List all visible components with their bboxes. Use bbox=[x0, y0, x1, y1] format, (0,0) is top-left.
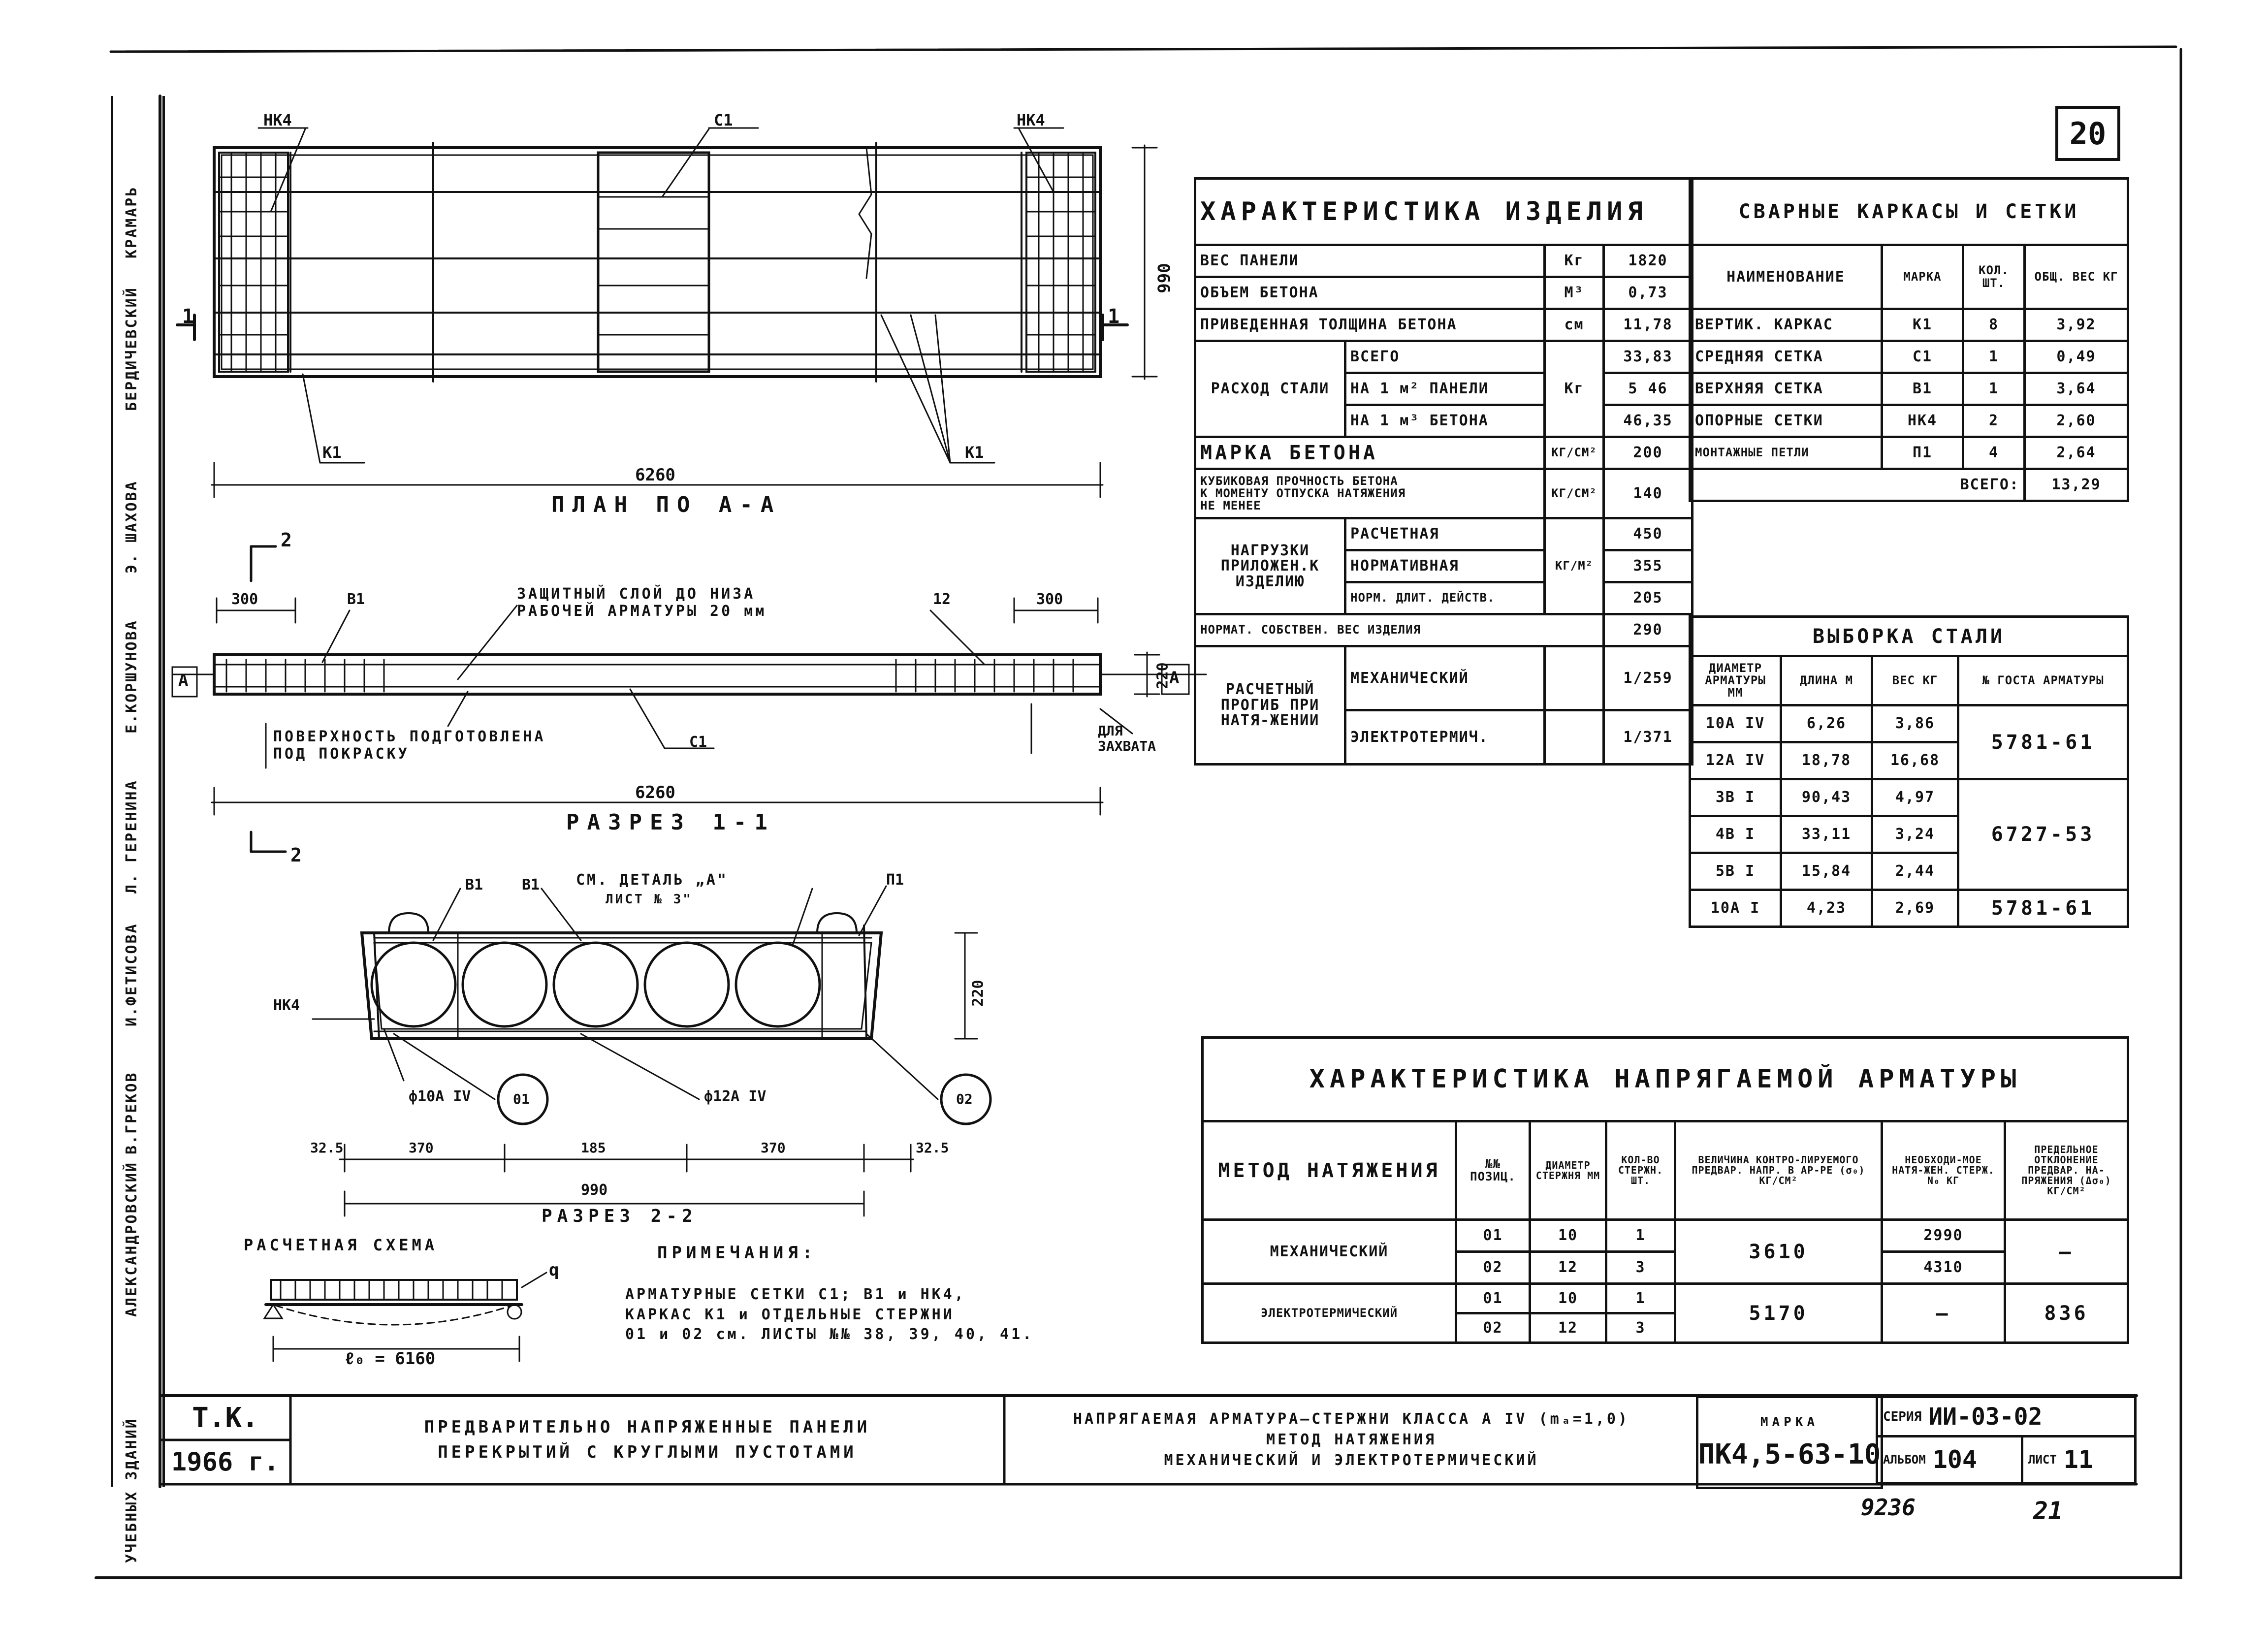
frames-cell: В1 bbox=[1882, 373, 1963, 405]
side-strip-cell: И.ФЕТИСОВА bbox=[123, 923, 140, 1026]
side-strip-cell: КРАМАРЬ bbox=[123, 186, 140, 258]
frames-cell: ВЕРТИК. КАРКАС bbox=[1690, 309, 1882, 341]
plan-dim-width: 990 bbox=[1154, 263, 1175, 293]
concrete-volume-unit: М³ bbox=[1545, 277, 1604, 309]
series-label: СЕРИЯ bbox=[1883, 1409, 1922, 1424]
section2-height: 220 bbox=[969, 980, 987, 1007]
section2-label-nk4: НК4 bbox=[273, 997, 300, 1014]
frames-cell: 2,60 bbox=[2025, 405, 2128, 437]
load-normative-value: 355 bbox=[1604, 550, 1693, 582]
design-scheme-drawing bbox=[264, 1273, 546, 1361]
method-electrothermal: ЭЛЕКТРОТЕРМИЧЕСКИЙ bbox=[1203, 1284, 1456, 1343]
load-long-label: НОРМ. ДЛИТ. ДЕЙСТВ. bbox=[1345, 582, 1545, 614]
frames-cell: ОПОРНЫЕ СЕТКИ bbox=[1690, 405, 1882, 437]
steel-cell: 4В I bbox=[1690, 816, 1781, 853]
steel-cell: 4,97 bbox=[1872, 779, 1958, 816]
section2-bar-2: ф12А IV bbox=[704, 1088, 767, 1105]
frames-cell: К1 bbox=[1882, 309, 1963, 341]
gost-3: 5781-61 bbox=[1958, 890, 2128, 927]
section1-marker-right: А bbox=[1169, 668, 1180, 688]
position-02-marker: 02 bbox=[956, 1091, 973, 1107]
frames-header-weight: ОБЩ. ВЕС КГ bbox=[2025, 245, 2128, 309]
load-label: НАГРУЗКИ ПРИЛОЖЕН.К ИЗДЕЛИЮ bbox=[1195, 518, 1345, 614]
section1-dim-length: 6260 bbox=[635, 783, 675, 802]
table-row bbox=[1690, 890, 2128, 927]
deflection-label: РАСЧЕТНЫЙ ПРОГИБ ПРИ НАТЯ-ЖЕНИИ bbox=[1195, 646, 1345, 765]
frames-cell: 8 bbox=[1963, 309, 2025, 341]
table-row bbox=[1203, 1220, 2128, 1252]
prestress-cell: 02 bbox=[1456, 1252, 1530, 1284]
prestress-header-diameter: ДИАМЕТР СТЕРЖНЯ ММ bbox=[1530, 1121, 1606, 1220]
steel-table-title: ВЫБОРКА СТАЛИ bbox=[1690, 617, 2128, 656]
steel-cell: 3,86 bbox=[1872, 705, 1958, 742]
frames-cell: 1 bbox=[1963, 373, 2025, 405]
prestress-cell: 02 bbox=[1456, 1313, 1530, 1343]
steel-cell: 2,44 bbox=[1872, 853, 1958, 890]
prestress-header-deviation: ПРЕДЕЛЬНОЕ ОТКЛОНЕНИЕ ПРЕДВАР. НА-ПРЯЖЕНИЯ (Δσ₀) КГ/СМ² bbox=[2005, 1121, 2128, 1220]
steel-cell: 3,24 bbox=[1872, 816, 1958, 853]
section1-height: 220 bbox=[1154, 662, 1172, 689]
frames-cell: 2,64 bbox=[2025, 437, 2128, 469]
notes-text: АРМАТУРНЫЕ СЕТКИ С1; В1 и НК4, КАРКАС К1 и ОТДЕЛЬНЫЕ СТЕРЖНИ 01 и 02 см. ЛИСТЫ №№ 38, 39, 40, 41. bbox=[625, 1286, 1034, 1343]
section2-dim-2: 370 bbox=[409, 1140, 434, 1156]
steel-cell: 6,26 bbox=[1781, 705, 1872, 742]
prestress-cell: 01 bbox=[1456, 1284, 1530, 1313]
side-strip-cell: Э. ШАХОВА bbox=[123, 480, 140, 574]
section1-arrow-label-bottom: 2 bbox=[290, 844, 302, 866]
prestress-header-pos: №№ ПОЗИЦ. bbox=[1456, 1121, 1530, 1220]
section1-arrow-label-top: 2 bbox=[281, 529, 292, 551]
table-row bbox=[1690, 705, 2128, 742]
gost-2: 6727-53 bbox=[1958, 779, 2128, 890]
steel-cell: 3В I bbox=[1690, 779, 1781, 816]
section2-dim-total: 990 bbox=[581, 1181, 608, 1199]
steel-cell: 10А I bbox=[1690, 890, 1781, 927]
self-weight-value: 290 bbox=[1604, 614, 1693, 646]
weight-unit: Кг bbox=[1545, 245, 1604, 277]
load-unit: КГ/М² bbox=[1545, 518, 1604, 614]
grade-value: 200 bbox=[1604, 437, 1693, 469]
table-row bbox=[1690, 309, 2128, 341]
steel-cell: 16,68 bbox=[1872, 742, 1958, 779]
frames-cell: 0,49 bbox=[2025, 341, 2128, 373]
steel-cell: 4,23 bbox=[1781, 890, 1872, 927]
sheet-value: 11 bbox=[2063, 1445, 2094, 1474]
section1-grip-label: ДЛЯ ЗАХВАТА bbox=[1098, 723, 1156, 754]
frames-table-title: СВАРНЫЕ КАРКАСЫ И СЕТКИ bbox=[1690, 179, 2128, 245]
grade-unit: КГ/СМ² bbox=[1545, 437, 1604, 469]
side-strip-cell: УЧЕБНЫХ ЗДАНИЙ bbox=[123, 1418, 140, 1563]
weight-label: ВЕС ПАНЕЛИ bbox=[1195, 245, 1545, 277]
plan-label-nk4-right: НК4 bbox=[1017, 111, 1045, 129]
steel-cell: 90,43 bbox=[1781, 779, 1872, 816]
frames-cell: НК4 bbox=[1882, 405, 1963, 437]
steel-cell: 2,69 bbox=[1872, 890, 1958, 927]
section1-dim-300-right: 300 bbox=[1036, 591, 1063, 608]
sheet-cell bbox=[2021, 1435, 2137, 1484]
prestress-cell: 01 bbox=[1456, 1220, 1530, 1252]
table-row bbox=[1690, 341, 2128, 373]
frames-header-qty: КОЛ. ШТ. bbox=[1963, 245, 2025, 309]
prestress-cell: 12 bbox=[1530, 1313, 1606, 1343]
deflection-electro-value: 1/371 bbox=[1604, 710, 1693, 765]
mark-value: ПК4,5-63-10 bbox=[1698, 1438, 1881, 1470]
section2-detail-sheet: ЛИСТ № 3" bbox=[606, 892, 693, 907]
prestress-header-count: КОЛ-ВО СТЕРЖН. ШТ. bbox=[1606, 1121, 1675, 1220]
prestress-cell: 4310 bbox=[1882, 1252, 2005, 1284]
notes-title: ПРИМЕЧАНИЯ: bbox=[657, 1243, 817, 1263]
load-design-value: 450 bbox=[1604, 518, 1693, 550]
position-01-marker: 01 bbox=[513, 1091, 530, 1107]
series-value: ИИ-03-02 bbox=[1928, 1403, 2043, 1431]
album-label: АЛЬБОМ bbox=[1883, 1453, 1926, 1467]
prestress-table-title: ХАРАКТЕРИСТИКА НАПРЯГАЕМОЙ АРМАТУРЫ bbox=[1203, 1038, 2128, 1121]
section2-dim-4: 370 bbox=[761, 1140, 786, 1156]
steel-header-diameter: ДИАМЕТР АРМАТУРЫ ММ bbox=[1690, 656, 1781, 705]
frames-cell: 3,64 bbox=[2025, 373, 2128, 405]
method-mechanical: МЕХАНИЧЕСКИЙ bbox=[1203, 1220, 1456, 1284]
title-main: ПРЕДВАРИТЕЛЬНО НАПРЯЖЕННЫЕ ПАНЕЛИ ПЕРЕКРЫТИЙ С КРУГЛЫМИ ПУСТОТАМИ bbox=[424, 1417, 871, 1462]
frames-total-value: 13,29 bbox=[2025, 469, 2128, 501]
load-normative-label: НОРМАТИВНАЯ bbox=[1345, 550, 1545, 582]
table-row bbox=[1203, 1284, 2128, 1313]
steel-total-value: 33,83 bbox=[1604, 341, 1693, 373]
grade-label: МАРКА БЕТОНА bbox=[1195, 437, 1545, 469]
deflection-mech-value: 1/259 bbox=[1604, 646, 1693, 710]
prestress-header-method: МЕТОД НАТЯЖЕНИЯ bbox=[1203, 1121, 1456, 1220]
concrete-volume-value: 0,73 bbox=[1604, 277, 1693, 309]
section2-label-b1-left: В1 bbox=[465, 876, 483, 894]
prestress-cell: 2990 bbox=[1882, 1220, 2005, 1252]
steel-per-m3-value: 46,35 bbox=[1604, 405, 1693, 437]
prestress-cell: 3 bbox=[1606, 1252, 1675, 1284]
steel-cell: 15,84 bbox=[1781, 853, 1872, 890]
load-design-label: РАСЧЕТНАЯ bbox=[1345, 518, 1545, 550]
prestress-cell: 12 bbox=[1530, 1252, 1606, 1284]
deflection-mech-label: МЕХАНИЧЕСКИЙ bbox=[1345, 646, 1545, 710]
table-row bbox=[1690, 779, 2128, 816]
product-table bbox=[1194, 177, 1693, 766]
sheet-label: ЛИСТ bbox=[2028, 1453, 2057, 1467]
steel-cell: 5В I bbox=[1690, 853, 1781, 890]
side-strip-cell: В.ГРЕКОВ bbox=[123, 1071, 140, 1154]
mark-label: МАРКА bbox=[1760, 1414, 1819, 1430]
side-strip-cell: Л. ГЕРЕНИНА bbox=[123, 779, 140, 894]
title-subtitle: НАПРЯГАЕМАЯ АРМАТУРА–СТЕРЖНИ КЛАССА А IV (mₐ=1,0) МЕТОД НАТЯЖЕНИЯ МЕХАНИЧЕСКИЙ И ЭЛЕКТРОТЕРМИЧЕСКИЙ bbox=[1073, 1410, 1629, 1469]
prestress-table bbox=[1201, 1036, 2129, 1344]
frames-header-name: НАИМЕНОВАНИЕ bbox=[1690, 245, 1882, 309]
steel-header-weight: ВЕС КГ bbox=[1872, 656, 1958, 705]
prestress-cell: 3 bbox=[1606, 1313, 1675, 1343]
album-cell bbox=[1876, 1435, 2023, 1484]
steel-label: РАСХОД СТАЛИ bbox=[1195, 341, 1345, 437]
steel-unit: Кг bbox=[1545, 341, 1604, 437]
section-2-2-drawing bbox=[313, 886, 990, 1216]
product-table-title: ХАРАКТЕРИСТИКА ИЗДЕЛИЯ bbox=[1195, 179, 1693, 245]
frames-cell: 4 bbox=[1963, 437, 2025, 469]
table-row bbox=[1690, 373, 2128, 405]
prestress-cell: 10 bbox=[1530, 1284, 1606, 1313]
load-long-value: 205 bbox=[1604, 582, 1693, 614]
frames-cell: 2 bbox=[1963, 405, 2025, 437]
plan-label-c1: С1 bbox=[714, 111, 733, 129]
handwritten-number: 9236 bbox=[1861, 1494, 1916, 1521]
page-number: 20 bbox=[2055, 106, 2120, 161]
steel-header-length: ДЛИНА М bbox=[1781, 656, 1872, 705]
frames-cell: С1 bbox=[1882, 341, 1963, 373]
thickness-label: ПРИВЕДЕННАЯ ТОЛЩИНА БЕТОНА bbox=[1195, 309, 1545, 341]
steel-per-m2-label: НА 1 м² ПАНЕЛИ bbox=[1345, 373, 1545, 405]
frames-table bbox=[1689, 177, 2129, 502]
cube-strength-value: 140 bbox=[1604, 469, 1693, 518]
series-cell bbox=[1876, 1396, 2137, 1437]
section2-bar-1: ф10А IV bbox=[409, 1088, 471, 1105]
frames-cell: 1 bbox=[1963, 341, 2025, 373]
stress-electrothermal: 5170 bbox=[1675, 1284, 1882, 1343]
section2-label-p1: П1 bbox=[886, 871, 904, 889]
steel-cell: 18,78 bbox=[1781, 742, 1872, 779]
side-strip-cell: БЕРДИЧЕВСКИЙ bbox=[123, 287, 140, 411]
title-year: 1966 г. bbox=[171, 1447, 280, 1477]
cube-strength-unit: КГ/СМ² bbox=[1545, 469, 1604, 518]
album-value: 104 bbox=[1932, 1445, 1978, 1474]
plan-label-k1-right: К1 bbox=[965, 443, 984, 462]
prestress-header-tension: НЕОБХОДИ-МОЕ НАТЯ-ЖЕН. СТЕРЖ. N₀ КГ bbox=[1882, 1121, 2005, 1220]
section2-label-b1-right: В1 bbox=[522, 876, 540, 894]
stress-mechanical: 3610 bbox=[1675, 1220, 1882, 1284]
steel-table bbox=[1689, 615, 2129, 928]
section2-detail-ref: СМ. ДЕТАЛЬ „А" bbox=[576, 871, 728, 889]
handwritten-sheet: 21 bbox=[2033, 1497, 2063, 1525]
section1-note-top: ЗАЩИТНЫЙ СЛОЙ ДО НИЗА РАБОЧЕЙ АРМАТУРЫ 20 мм bbox=[517, 585, 767, 620]
deflection-electro-label: ЭЛЕКТРОТЕРМИЧ. bbox=[1345, 710, 1545, 765]
side-strip bbox=[111, 96, 165, 1563]
self-weight-label: НОРМАТ. СОБСТВЕН. ВЕС ИЗДЕЛИЯ bbox=[1195, 614, 1604, 646]
side-strip-cell: АЛЕКСАНДРОВСКИЙ bbox=[123, 1161, 140, 1317]
section-mark-right: 1 bbox=[1108, 305, 1120, 328]
prestress-header-stress: ВЕЛИЧИНА КОНТРО-ЛИРУЕМОГО ПРЕДВАР. НАПР. В АР-РЕ (σ₀) КГ/СМ² bbox=[1675, 1121, 1882, 1220]
section2-dim-1: 32.5 bbox=[310, 1140, 344, 1156]
steel-per-m3-label: НА 1 м³ БЕТОНА bbox=[1345, 405, 1545, 437]
plan-drawing bbox=[177, 128, 1157, 497]
steel-cell: 12А IV bbox=[1690, 742, 1781, 779]
section1-dim-300-left: 300 bbox=[231, 591, 258, 608]
steel-total-label: ВСЕГО bbox=[1345, 341, 1545, 373]
title-org: Т.К. bbox=[192, 1402, 258, 1434]
deviation-mechanical: — bbox=[2005, 1220, 2128, 1284]
plan-dim-length: 6260 bbox=[635, 465, 675, 485]
section2-caption: РАЗРЕЗ 2-2 bbox=[542, 1206, 698, 1226]
steel-cell: 33,11 bbox=[1781, 816, 1872, 853]
tension-electrothermal: — bbox=[1882, 1284, 2005, 1343]
deviation-electrothermal: 836 bbox=[2005, 1284, 2128, 1343]
section1-label-12: 12 bbox=[933, 591, 951, 608]
plan-label-k1-left: К1 bbox=[322, 443, 342, 462]
frames-cell: СРЕДНЯЯ СЕТКА bbox=[1690, 341, 1882, 373]
frames-header-mark: МАРКА bbox=[1882, 245, 1963, 309]
section-mark-left: 1 bbox=[182, 305, 194, 328]
section2-dim-5: 32.5 bbox=[916, 1140, 949, 1156]
section1-label-c1: С1 bbox=[689, 734, 707, 751]
section1-marker-left: А bbox=[178, 670, 189, 690]
mark-cell bbox=[1696, 1396, 1883, 1489]
table-row bbox=[1690, 437, 2128, 469]
frames-cell: 3,92 bbox=[2025, 309, 2128, 341]
frames-total-label: ВСЕГО: bbox=[1690, 469, 2025, 501]
scheme-title: РАСЧЕТНАЯ СХЕМА bbox=[244, 1236, 438, 1254]
scheme-load: q bbox=[549, 1260, 559, 1280]
frames-cell: МОНТАЖНЫЕ ПЕТЛИ bbox=[1690, 437, 1882, 469]
prestress-cell: 1 bbox=[1606, 1220, 1675, 1252]
plan-label-nk4-left: НК4 bbox=[263, 111, 292, 129]
weight-value: 1820 bbox=[1604, 245, 1693, 277]
section1-caption: РАЗРЕЗ 1-1 bbox=[566, 810, 775, 835]
frames-cell: П1 bbox=[1882, 437, 1963, 469]
side-strip-cell: Е.КОРШУНОВА bbox=[123, 619, 140, 734]
prestress-cell: 1 bbox=[1606, 1284, 1675, 1313]
prestress-cell: 10 bbox=[1530, 1220, 1606, 1252]
plan-caption: ПЛАН ПО А-А bbox=[551, 492, 782, 517]
steel-per-m2-value: 5 46 bbox=[1604, 373, 1693, 405]
section1-label-b1: В1 bbox=[347, 591, 365, 608]
section2-dim-3: 185 bbox=[581, 1140, 606, 1156]
thickness-value: 11,78 bbox=[1604, 309, 1693, 341]
scheme-span: ℓ₀ = 6160 bbox=[345, 1349, 436, 1369]
thickness-unit: см bbox=[1545, 309, 1604, 341]
table-row bbox=[1690, 405, 2128, 437]
gost-1: 5781-61 bbox=[1958, 705, 2128, 779]
section1-note-bottom: ПОВЕРХНОСТЬ ПОДГОТОВЛЕНА ПОД ПОКРАСКУ bbox=[273, 728, 546, 763]
concrete-volume-label: ОБЪЕМ БЕТОНА bbox=[1195, 277, 1545, 309]
steel-cell: 10А IV bbox=[1690, 705, 1781, 742]
cube-strength-label: КУБИКОВАЯ ПРОЧНОСТЬ БЕТОНА К МОМЕНТУ ОТПУСКА НАТЯЖЕНИЯ НЕ МЕНЕЕ bbox=[1195, 469, 1545, 518]
frames-cell: ВЕРХНЯЯ СЕТКА bbox=[1690, 373, 1882, 405]
steel-header-gost: № ГОСТА АРМАТУРЫ bbox=[1958, 656, 2128, 705]
